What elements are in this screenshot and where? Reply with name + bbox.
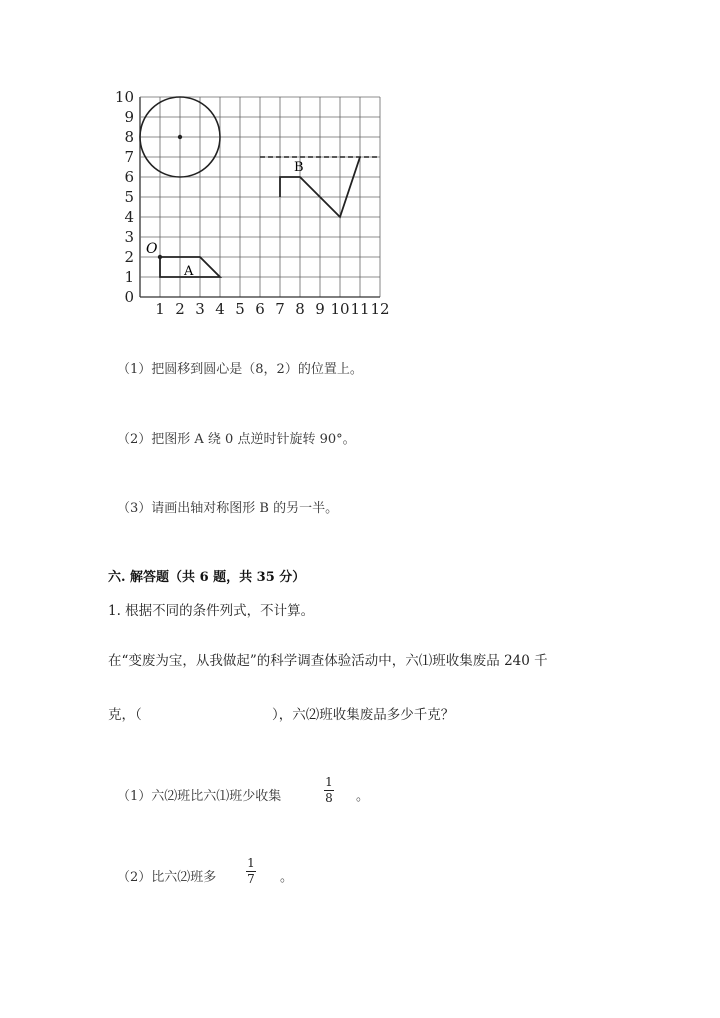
x-tick-label: 2 [175, 300, 185, 318]
problem-line-2-start: 克，（ [108, 707, 142, 723]
fraction-denominator: 8 [325, 791, 333, 805]
y-tick-label: 0 [124, 288, 134, 306]
x-tick-label: 1 [155, 300, 165, 318]
problem-line-2-end: ），六⑵班收集废品多少千克？ [272, 707, 455, 723]
sub-question-1-end: 。 [356, 789, 370, 804]
y-tick-label: 3 [124, 228, 134, 246]
y-tick-label: 10 [114, 88, 134, 106]
problem-line-1: 在“变废为宝，从我做起”的科学调查体验活动中，六⑴班收集废品 240 千 [108, 653, 548, 669]
y-tick-label: 6 [124, 168, 134, 186]
fraction-one-seventh [246, 857, 256, 886]
x-tick-label: 5 [235, 300, 245, 318]
fraction-one-eighth [324, 776, 334, 805]
x-tick-label: 11 [350, 300, 370, 318]
y-tick-label: 4 [124, 208, 134, 226]
circle-center-dot [178, 135, 182, 139]
origin-dot [158, 255, 162, 259]
question-2: （2）把图形 A 绕 0 点逆时针旋转 90°。 [117, 432, 356, 447]
shape-a-label: A [184, 264, 194, 279]
origin-label: O [146, 241, 158, 257]
y-tick-label: 7 [124, 148, 134, 166]
x-axis-ticks [155, 300, 389, 318]
y-tick-label: 2 [124, 248, 134, 266]
problem-intro: 1. 根据不同的条件列式，不计算。 [108, 603, 315, 619]
grid-lines [140, 97, 380, 297]
sub-question-1: （1）六⑵班比六⑴班少收集 [117, 789, 282, 804]
x-tick-label: 12 [370, 300, 390, 318]
sub-question-2: （2）比六⑵班多 [117, 870, 217, 885]
x-tick-label: 4 [215, 300, 225, 318]
fraction-denominator: 7 [247, 872, 255, 886]
y-tick-label: 1 [124, 268, 134, 286]
x-tick-label: 10 [330, 300, 350, 318]
section-title: 六. 解答题（共 6 题，共 35 分） [108, 570, 306, 585]
x-tick-label: 3 [195, 300, 205, 318]
x-tick-label: 9 [315, 300, 325, 318]
y-axis-ticks [115, 88, 134, 306]
x-tick-label: 6 [255, 300, 265, 318]
grid-svg [110, 88, 400, 318]
fraction-numerator: 1 [247, 856, 255, 870]
sub-question-2-end: 。 [280, 870, 294, 885]
fraction-numerator: 1 [325, 775, 333, 789]
y-tick-label: 8 [124, 128, 134, 146]
question-3: （3）请画出轴对称图形 B 的另一半。 [117, 501, 339, 516]
x-tick-label: 7 [275, 300, 285, 318]
coordinate-grid-figure [110, 88, 400, 318]
question-1: （1）把圆移到圆心是（8，2）的位置上。 [117, 362, 363, 377]
x-tick-label: 8 [295, 300, 305, 318]
shape-b-label: B [294, 160, 304, 175]
y-tick-label: 9 [124, 108, 134, 126]
y-tick-label: 5 [124, 188, 134, 206]
